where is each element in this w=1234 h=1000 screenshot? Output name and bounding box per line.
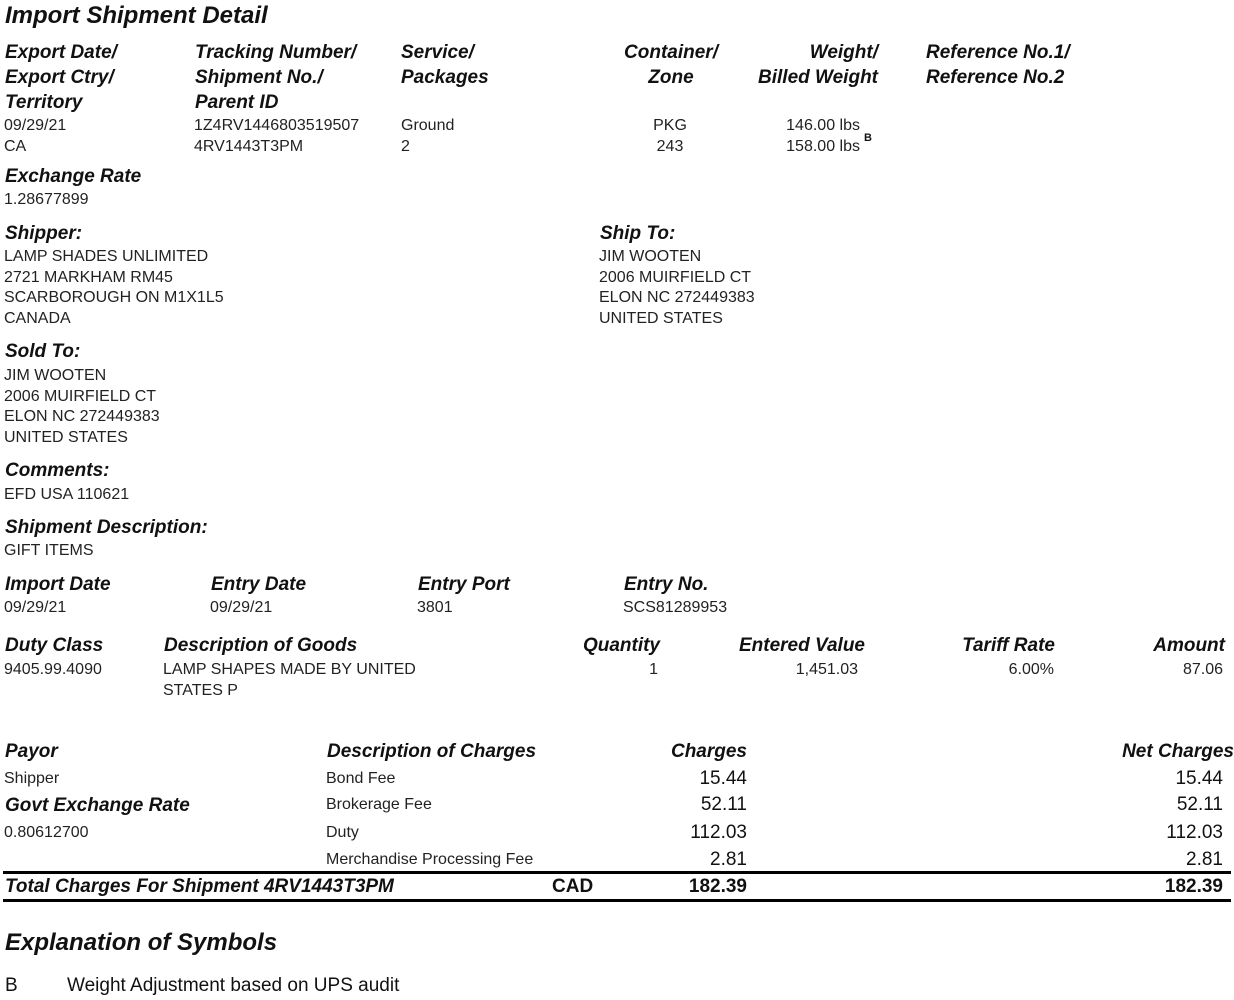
amount-value: 87.06 [1182, 661, 1223, 678]
govt-exchange-rate-label: Govt Exchange Rate [5, 795, 190, 816]
description-of-goods-value [163, 660, 416, 701]
export-ctry-label: Export Ctry/ [5, 67, 114, 88]
total-currency: CAD [552, 876, 594, 897]
import-date-value: 09/29/21 [4, 599, 67, 616]
export-ctry-value: CA [4, 137, 27, 155]
description-of-charges-header: Description of Charges [327, 741, 537, 762]
export-date-label: Export Date/ [5, 42, 117, 63]
zone-value: 243 [656, 137, 684, 155]
govt-exchange-rate-value: 0.80612700 [4, 824, 89, 841]
billed-weight-label: Billed Weight [758, 67, 878, 88]
goods-description-line: LAMP SHAPES MADE BY UNITED [163, 661, 416, 678]
total-bottom-rule [3, 899, 1231, 902]
service-header [401, 40, 489, 90]
shipment-no-label: Shipment No./ [195, 67, 323, 88]
tariff-rate-value: 6.00% [1008, 661, 1054, 678]
quantity-value: 1 [649, 661, 658, 678]
reference-no2-label: Reference No.2 [926, 67, 1065, 88]
charge-description: Bond Fee [326, 770, 396, 787]
ship-to-line: 2006 MUIRFIELD CT [599, 268, 752, 286]
shipment-description-label: Shipment Description: [5, 517, 208, 538]
charge-amount: 52.11 [700, 794, 747, 815]
total-charges-label: Total Charges For Shipment 4RV1443T3PM [5, 876, 394, 897]
packages-value: 2 [401, 137, 410, 155]
weight-label: Weight/ [809, 42, 878, 63]
export-date-value: 09/29/21 [4, 117, 67, 134]
parent-id-label: Parent ID [195, 92, 279, 113]
export-date-header [5, 40, 117, 115]
charge-amount: 2.81 [710, 849, 747, 870]
sold-to-line: 2006 MUIRFIELD CT [4, 387, 157, 405]
ship-to-label: Ship To: [600, 223, 676, 244]
entry-port-label: Entry Port [418, 574, 510, 595]
container-value: PKG [653, 117, 687, 134]
container-label: Container/ [624, 42, 718, 63]
total-net-charges-amount: 182.39 [1164, 876, 1223, 897]
goods-description-line: STATES P [163, 681, 238, 699]
page-title: Import Shipment Detail [5, 2, 268, 29]
charge-description: Merchandise Processing Fee [326, 851, 534, 868]
duty-class-header: Duty Class [5, 635, 104, 656]
ship-to-address [599, 247, 755, 329]
sold-to-line: ELON NC 272449383 [4, 408, 160, 425]
charges-header: Charges [670, 741, 747, 762]
packages-label: Packages [401, 67, 489, 88]
symbol-explanation: Weight Adjustment based on UPS audit [67, 975, 400, 996]
sold-to-address [4, 366, 160, 448]
charge-description: Duty [326, 824, 359, 841]
tariff-rate-header: Tariff Rate [962, 635, 1055, 656]
quantity-header: Quantity [582, 635, 660, 656]
shipper-address [4, 247, 224, 329]
shipper-line: CANADA [4, 309, 71, 327]
ship-to-line: UNITED STATES [599, 309, 723, 327]
duty-class-value: 9405.99.4090 [4, 661, 102, 678]
tracking-number-value: 1Z4RV1446803519507 [194, 117, 360, 134]
symbols-title: Explanation of Symbols [5, 929, 278, 956]
exchange-rate-label: Exchange Rate [5, 166, 142, 187]
comments-value: EFD USA 110621 [4, 486, 130, 503]
sold-to-line: UNITED STATES [4, 428, 128, 446]
tracking-number-label: Tracking Number/ [195, 42, 357, 63]
shipper-line: 2721 MARKHAM RM45 [4, 268, 173, 286]
net-charge-amount: 52.11 [1176, 794, 1223, 815]
import-date-label: Import Date [5, 574, 111, 595]
shipment-no-value: 4RV1443T3PM [194, 137, 304, 155]
reference-header [926, 40, 1070, 90]
charge-amount: 15.44 [699, 768, 747, 789]
shipper-label: Shipper: [5, 223, 83, 244]
entered-value-value: 1,451.03 [795, 661, 858, 678]
shipper-line: LAMP SHADES UNLIMITED [4, 248, 209, 265]
billed-weight-value: 158.00 lbs [786, 137, 860, 155]
net-charge-amount: 15.44 [1175, 768, 1223, 789]
total-top-rule [3, 871, 1231, 874]
entry-date-value: 09/29/21 [210, 599, 273, 616]
weight-values [740, 116, 860, 157]
entry-date-label: Entry Date [211, 574, 307, 595]
sold-to-label: Sold To: [5, 341, 81, 362]
payor-header: Payor [5, 741, 58, 762]
container-values [620, 116, 720, 157]
symbol-code: B [5, 975, 18, 996]
service-values [401, 116, 454, 157]
entry-no-label: Entry No. [624, 574, 709, 595]
charge-description: Brokerage Fee [326, 796, 432, 813]
shipper-line: SCARBOROUGH ON M1X1L5 [4, 289, 224, 306]
weight-symbol: B [864, 132, 872, 144]
entered-value-header: Entered Value [738, 635, 865, 656]
entry-no-value: SCS81289953 [623, 599, 728, 616]
tracking-values [194, 116, 359, 157]
net-charge-amount: 112.03 [1166, 822, 1223, 843]
net-charge-amount: 2.81 [1186, 849, 1223, 870]
tracking-header [195, 40, 356, 115]
container-header [605, 40, 737, 90]
description-of-goods-header: Description of Goods [164, 635, 358, 656]
service-value: Ground [401, 117, 455, 134]
export-values [4, 116, 66, 157]
total-charges-amount: 182.39 [688, 876, 747, 897]
ship-to-line: JIM WOOTEN [599, 248, 702, 265]
zone-label: Zone [648, 67, 694, 88]
net-charges-header: Net Charges [1122, 741, 1234, 762]
territory-label: Territory [5, 92, 83, 113]
sold-to-line: JIM WOOTEN [4, 367, 107, 384]
comments-label: Comments: [5, 460, 110, 481]
exchange-rate-value: 1.28677899 [4, 191, 89, 208]
payor-value: Shipper [4, 770, 60, 787]
amount-header: Amount [1153, 635, 1225, 656]
reference-no1-label: Reference No.1/ [926, 42, 1070, 63]
shipment-description-value: GIFT ITEMS [4, 542, 94, 559]
weight-value: 146.00 lbs [786, 117, 860, 134]
charge-amount: 112.03 [690, 822, 747, 843]
entry-port-value: 3801 [417, 599, 453, 616]
ship-to-line: ELON NC 272449383 [599, 289, 755, 306]
service-label: Service/ [401, 42, 474, 63]
weight-header [720, 40, 878, 90]
